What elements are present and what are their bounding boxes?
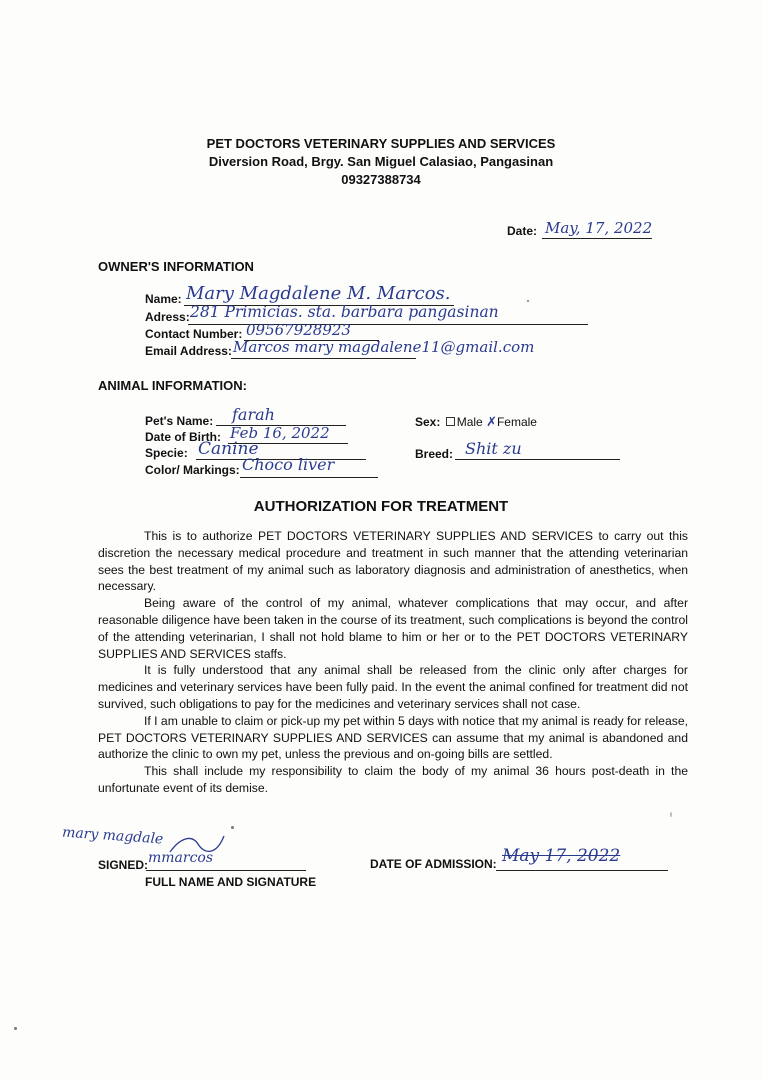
date-underline xyxy=(542,238,652,239)
authorization-paragraph: Being aware of the control of my animal, whatever complications that may occur, and after reasonable diligence have been taken in the course of its treatment, such complications is beyond the control of the attending veterinarian, I shall not hold blame to him or her or to the PET DOCTORS VETERINARY SUPPLIES AND SERVICES staffs. xyxy=(98,596,688,661)
scan-speck xyxy=(14,1027,17,1030)
clinic-header xyxy=(0,135,762,189)
owner-email-value: Marcos mary magdalene11@gmail.com xyxy=(233,338,535,356)
handwritten-full-name: mary magdale xyxy=(61,824,164,848)
pet-name-label: Pet's Name: xyxy=(145,414,214,428)
owner-name-value: Mary Magdalene M. Marcos. xyxy=(186,283,451,304)
breed-label: Breed: xyxy=(415,447,454,461)
admission-underline xyxy=(496,870,668,871)
color-value: Choco liver xyxy=(242,455,335,474)
female-checkmark-icon[interactable]: ✗ xyxy=(486,414,497,429)
pet-name-value: farah xyxy=(232,405,275,424)
owner-email-underline xyxy=(231,358,416,359)
admission-value: May 17, 2022 xyxy=(502,846,621,866)
owner-email-label: Email Address: xyxy=(145,344,232,358)
specie-value: Canine xyxy=(198,439,259,459)
clinic-name: PET DOCTORS VETERINARY SUPPLIES AND SERVICES xyxy=(206,136,556,151)
clinic-address: Diversion Road, Brgy. San Miguel Calasiao, Pangasinan xyxy=(208,154,554,169)
signed-label: SIGNED: xyxy=(98,858,149,872)
authorization-title: AUTHORIZATION FOR TREATMENT xyxy=(253,498,509,515)
date-value: May, 17, 2022 xyxy=(545,219,653,237)
owner-address-value: 281 Primicias. sta. barbara pangasinan xyxy=(190,303,499,321)
signature-mark: mmarcos xyxy=(148,850,214,866)
date-label: Date: xyxy=(507,224,538,238)
dob-label: Date of Birth: xyxy=(145,430,221,444)
breed-value: Shit zu xyxy=(465,439,522,458)
owner-address-label: Adress: xyxy=(145,310,190,324)
signature-caption: FULL NAME AND SIGNATURE xyxy=(145,875,317,889)
dob-value: Feb 16, 2022 xyxy=(230,424,330,442)
sex-field xyxy=(415,414,537,430)
owner-contact-value: 09567928923 xyxy=(246,321,351,339)
breed-underline xyxy=(455,459,620,460)
male-checkbox[interactable] xyxy=(446,417,455,426)
clinic-phone: 09327388734 xyxy=(341,172,421,187)
sex-female-label: Female xyxy=(496,415,537,429)
scan-speck xyxy=(231,826,234,829)
owner-contact-label: Contact Number: xyxy=(145,327,243,341)
scan-speck xyxy=(670,812,672,817)
sex-male-label: Male xyxy=(456,415,483,429)
authorization-paragraph: It is fully understood that any animal shall be released from the clinic only after charges for medicines and veterinary services have been fully paid. In the event the animal confined for treatment did not survived, such obligations to pay for the medicines and veterinary services shall not case. xyxy=(98,663,688,711)
signature-underline xyxy=(146,870,306,871)
admission-label: DATE OF ADMISSION: xyxy=(370,857,497,871)
authorization-paragraph: This shall include my responsibility to claim the body of my animal 36 hours post-death in the unfortunate event of its demise. xyxy=(98,764,688,795)
scan-speck xyxy=(527,300,529,302)
owner-name-label: Name: xyxy=(145,292,182,306)
authorization-paragraph: This is to authorize PET DOCTORS VETERINARY SUPPLIES AND SERVICES to carry out this discretion the necessary medical procedure and treatment in such manner that the attending veterinarian sees the best treatment of my animal such as laboratory diagnosis and administration of anesthetics, when necessary. xyxy=(98,529,688,594)
authorization-body xyxy=(98,528,688,797)
owner-section-title: OWNER'S INFORMATION xyxy=(98,259,254,274)
animal-section-title: ANIMAL INFORMATION: xyxy=(98,378,247,393)
specie-label: Specie: xyxy=(145,446,188,460)
sex-label: Sex: xyxy=(415,415,441,429)
authorization-paragraph: If I am unable to claim or pick-up my pet within 5 days with notice that my animal is ready for release, PET DOCTORS VETERINARY SUPPLIES AND SERVICES can assume that my animal is abandoned and authorize the clinic to own my pet, unless the previous and on-going bills are settled. xyxy=(98,713,688,762)
color-underline xyxy=(240,477,378,478)
color-label: Color/ Markings: xyxy=(145,463,240,477)
